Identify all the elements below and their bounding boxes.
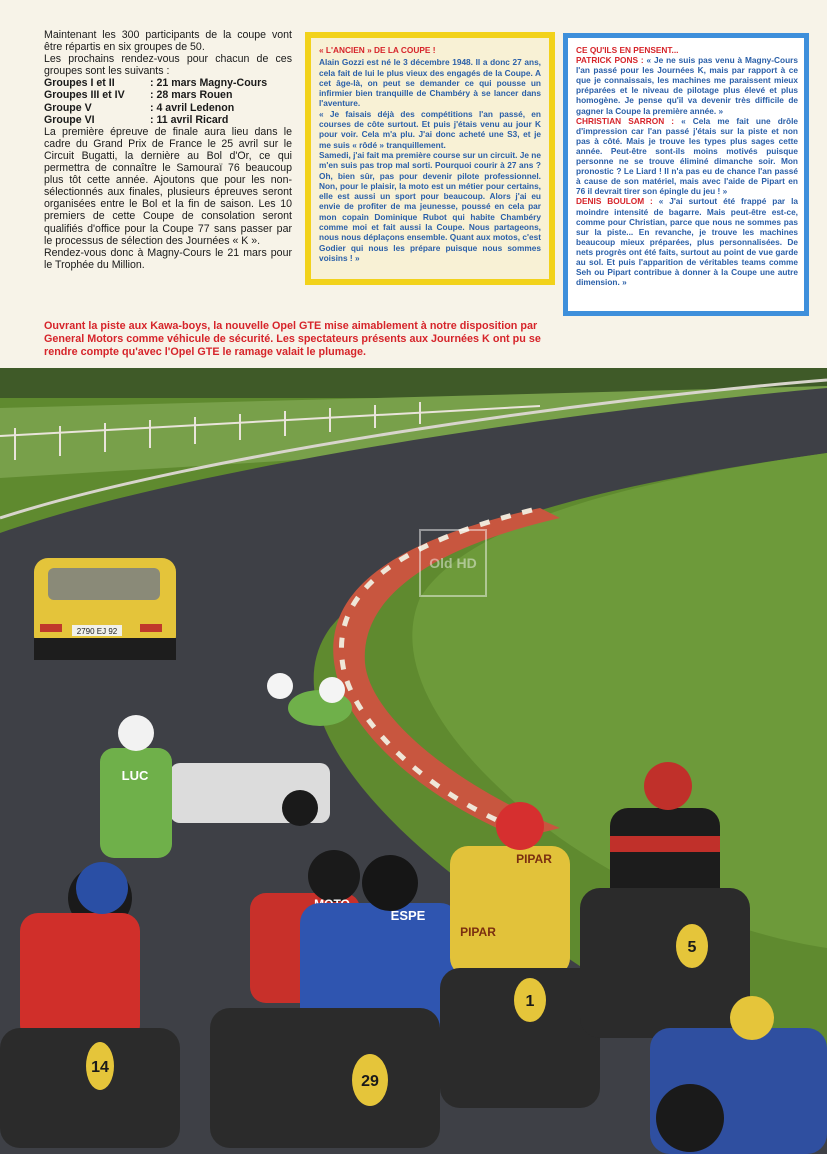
group-date: : 4 avril Ledenon [150, 101, 235, 114]
group-row [44, 89, 292, 101]
opinion-speaker: CHRISTIAN SARRON : [576, 115, 675, 126]
group-row [44, 114, 292, 126]
group-row [44, 77, 292, 89]
rider-luc-label: LUC [121, 768, 149, 783]
opinion-text: « Cela me fait une drôle d'impression car l'an passé j'étais sur la piste et non pas à côté. Mais je trouve les types plus sages cette année. Peut-être sont-ils moins motivés puisque personne ne se trouve éliminé dimanche soir. Mon pronostic ? Le Liard ! Il n'a pas eu de chance l'an passé à cause de son matériel, mais avec l'aide de Pipart en 76 il devrait tirer son épingle du jeu ! » [576, 115, 798, 197]
opinion-speaker: PATRICK PONS : [576, 55, 644, 66]
opinion-text: « Je ne suis pas venu à Magny-Cours l'an passé pour les Journées K, mais par rapport à ce que je connaissais, les machines me paraissent mieux préparées et le niveau de pilotage plus élevé et plus homogène. Je pense qu'il va devenir très difficile de gagner la Coupe la première année. » [576, 55, 798, 116]
opinion-entry [576, 116, 798, 197]
group-name: Groupes III et IV [44, 89, 125, 102]
car-plate: 2790 EJ 92 [76, 627, 118, 636]
bike-number-14: 14 [91, 1059, 109, 1076]
watermark-text: Old HD [429, 555, 477, 571]
rider-espe-label: ESPE [390, 908, 426, 923]
opinion-text: « J'ai surtout été frappé par la moindre intensité de bagarre. Mais peut-être est-ce, comme pour Christian, parce que nous ne sommes pas sur la piste... En revanche, je trouve les machines beaucoup mieux préparées, plus personnalisées. De nets progrès ont été faits, surtout au point de vue garde au sol. Et puis l'apparition de véritables teams comme Seh ou Pipart contribue à donner à la Coupe une autre dimension. » [576, 196, 798, 288]
main-article [44, 29, 292, 271]
group-schedule [44, 77, 292, 125]
group-name: Groupe V [44, 101, 92, 114]
group-date: : 21 mars Magny-Cours [150, 77, 268, 90]
bike-number-29: 29 [361, 1073, 379, 1090]
group-row [44, 102, 292, 114]
article-final-text: La première épreuve de finale aura lieu dans le cadre du Grand Prix de France le 25 avril sur le Circuit Bugatti, la dernière au Bol d'Or, ce qui permettra de connaître le Samouraï 76 beaucoup plus tôt cette année. Ajoutons que pour les non-sélectionnés aux finales, plusieurs épreuves seront organisées entre le Bol et la fin de saison. Les 10 premiers de cette Coupe de consolation seront qualifiés d'office pour la Coupe 77 sans passer par le processus de sélection des Journées « K ». [44, 125, 292, 247]
race-photo [0, 368, 827, 1154]
ancien-sidebar [305, 32, 555, 285]
bike-number-1: 1 [525, 993, 535, 1010]
opinion-entry [576, 55, 798, 116]
opinion-entry [576, 196, 798, 287]
group-date: : 11 avril Ricard [150, 113, 229, 126]
bike-number-5: 5 [687, 939, 697, 956]
rider-pipart-label: PIPAR [516, 852, 552, 866]
ancien-paragraph: Alain Gozzi est né le 3 décembre 1948. Il a donc 27 ans, cela fait de lui le plus vieux des engagés de la Coupe. A cet âge-là, on peut se demander ce qui pousse un infirmier bien tranquille de Chambéry à se lancer dans l'aventure. [319, 57, 541, 109]
article-closing: Rendez-vous donc à Magny-Cours le 21 mars pour le Trophée du Million. [44, 246, 292, 271]
opinions-sidebar [563, 33, 809, 316]
group-name: Groupes I et II [44, 77, 115, 90]
opinions-title: CE QU'ILS EN PENSENT... [576, 45, 679, 55]
group-date: : 28 mars Rouen [150, 89, 233, 102]
article-intro: Maintenant les 300 participants de la coupe vont être répartis en six groupes de 50. [44, 29, 292, 54]
opinion-speaker: DENIS BOULOM : [576, 196, 653, 207]
ancien-title: « L'ANCIEN » DE LA COUPE ! [319, 45, 436, 55]
photo-caption: Ouvrant la piste aux Kawa-boys, la nouvelle Opel GTE mise aimablement à notre disposition par General Motors comme véhicule de sécurité. Les spectateurs présents aux Journées K ont pu se rendre compte qu'avec l'Opel GTE le ramage valait le plumage. [44, 320, 541, 358]
group-name: Groupe VI [44, 113, 95, 126]
ancien-paragraph: « Je faisais déjà des compétitions l'an passé, en courses de côte surtout. Et puis j'étais venu au jour K pour voir. Cela m'a plu. J'ai donc acheté une S3, et je me suis « rôdé » tranquillement. [319, 108, 541, 150]
ancien-paragraph: Samedi, j'ai fait ma première course sur un circuit. Je ne m'en suis pas trop mal sorti. Pourquoi courir à 27 ans ? Oh, bien sûr, pas pour devenir pilote professionnel. Non, pour le plaisir, la moto est un métier pour certains, elle est aussi un sport pour beaucoup. Alors j'ai eu envie de profiter de ma jeunesse, poussé en cela par mon copain Dominique Rubot qui habite Chambéry comme moi et fait aussi la Coupe. Nous partageons, nous nous déplaçons ensemble. Quant aux motos, c'est Godier qui nous les prépare puisque nous sommes voisins ! » [319, 149, 541, 263]
opel-gte-car [34, 558, 176, 660]
rider-pipart-label-2: PIPAR [460, 925, 496, 939]
article-dates-intro: Les prochains rendez-vous pour chacun de ces groupes sont les suivants : [44, 53, 292, 78]
race-photo-illustration [0, 368, 827, 1154]
